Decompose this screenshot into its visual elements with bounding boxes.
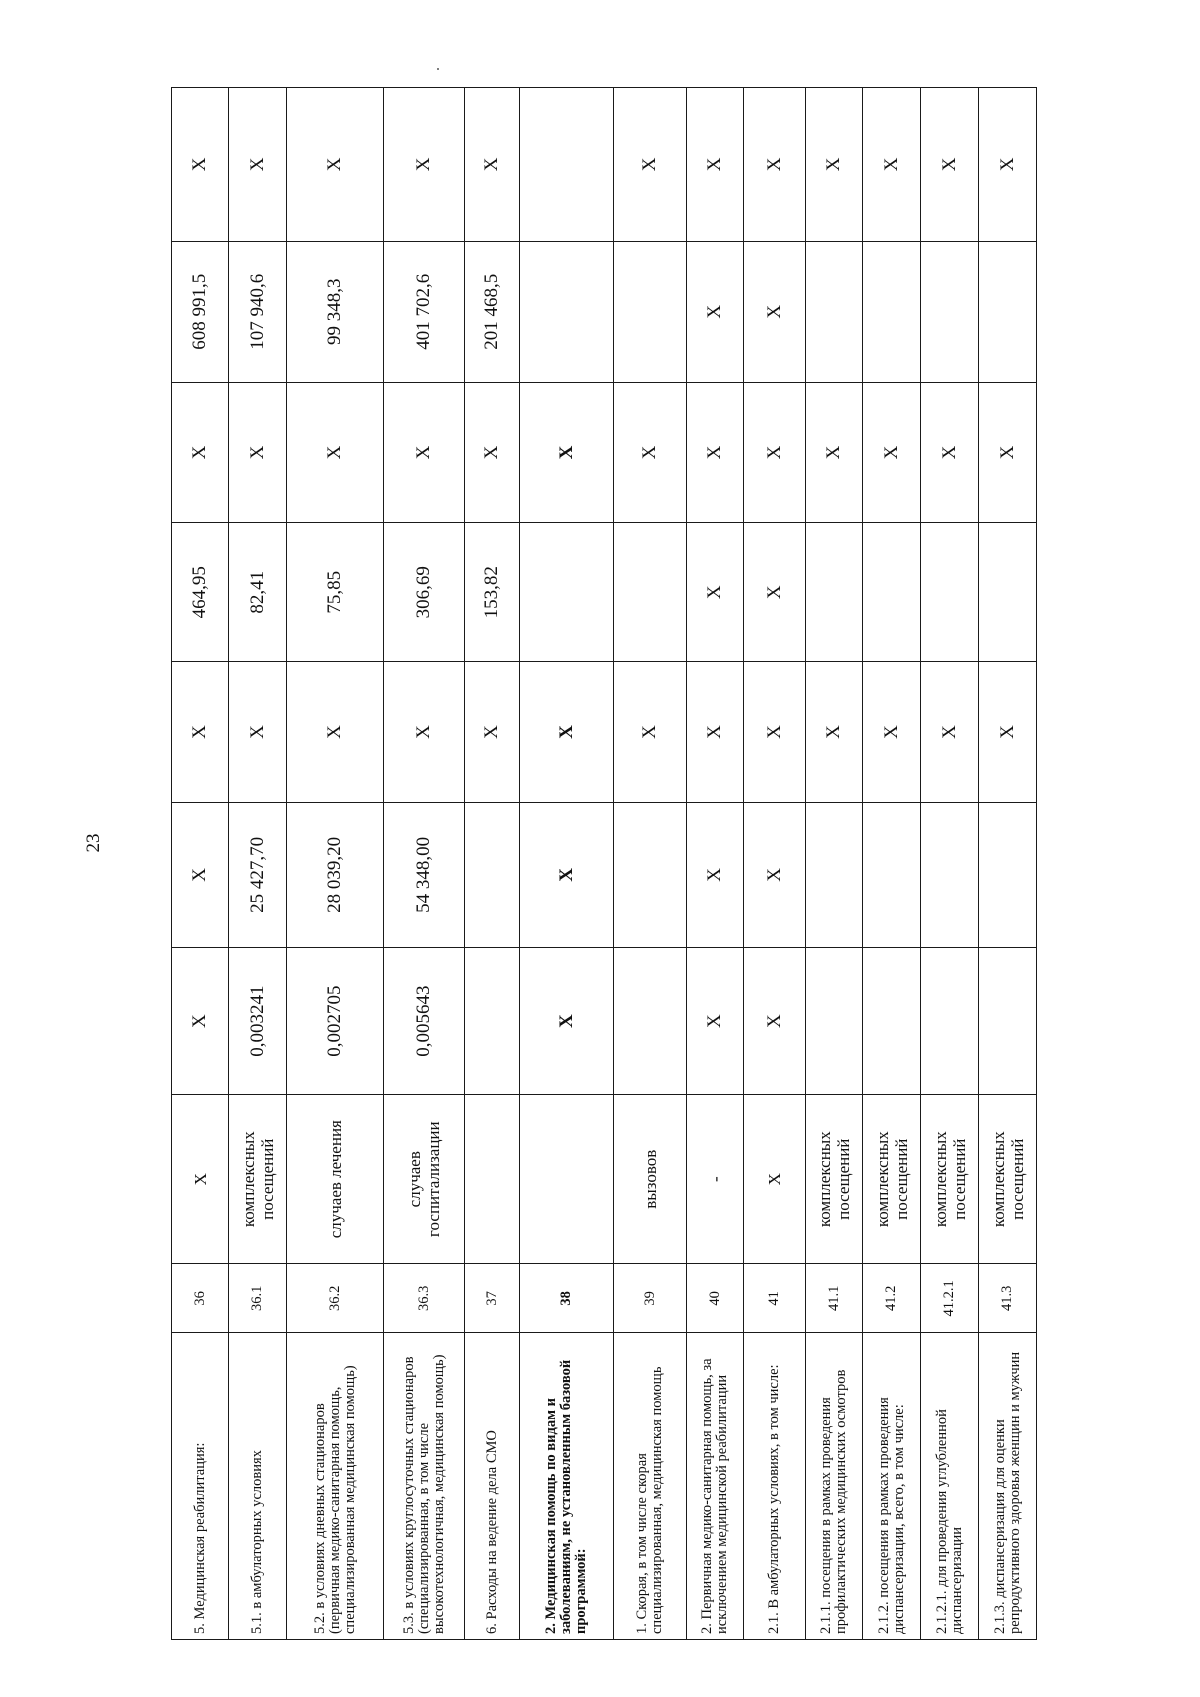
value-cell-6 [863, 241, 921, 382]
value-cell-4: 153,82 [465, 523, 520, 662]
row-name-cell: 2. Первичная медико-санитарная помощь, за исключением медицинской реабилитации [687, 1333, 744, 1640]
value-cell-7: Х [287, 88, 384, 242]
value-cell-7: Х [863, 88, 921, 242]
value-cell-7: Х [921, 88, 979, 242]
value-cell-6 [806, 241, 863, 382]
row-number-cell: 36.3 [384, 1264, 465, 1333]
value-cell-1 [863, 947, 921, 1094]
page-number: 23 [83, 833, 104, 853]
value-cell-4: 306,69 [384, 523, 465, 662]
value-cell-4: 464,95 [172, 523, 229, 662]
value-cell-5: Х [687, 382, 744, 523]
row-name-cell: 6. Расходы на ведение дела СМО [465, 1333, 520, 1640]
value-cell-1 [465, 947, 520, 1094]
value-cell-3: Х [465, 662, 520, 803]
value-cell-1 [614, 947, 687, 1094]
value-cell-3: Х [229, 662, 287, 803]
table-row [687, 88, 744, 1640]
value-cell-5: Х [921, 382, 979, 523]
value-cell-5: Х [806, 382, 863, 523]
value-cell-5: Х [979, 382, 1037, 523]
value-cell-6: Х [687, 241, 744, 382]
value-cell-6 [979, 241, 1037, 382]
value-cell-1: Х [172, 947, 229, 1094]
value-cell-6: 99 348,3 [287, 241, 384, 382]
value-cell-4: Х [744, 523, 806, 662]
row-name-cell: 2.1.2. посещения в рамках проведения диспансеризации, всего, в том числе: [863, 1333, 921, 1640]
value-cell-2: 28 039,20 [287, 802, 384, 947]
table-row [287, 88, 384, 1640]
unit-cell: комплексных посещений [979, 1095, 1037, 1264]
row-number-cell: 41.1 [806, 1264, 863, 1333]
table-row [806, 88, 863, 1640]
value-cell-1: 0,002705 [287, 947, 384, 1094]
value-cell-7: Х [687, 88, 744, 242]
value-cell-4 [863, 523, 921, 662]
table-row [172, 88, 229, 1640]
unit-cell: - [687, 1095, 744, 1264]
data-table [171, 87, 1037, 1640]
row-number-cell: 38 [520, 1264, 614, 1333]
value-cell-2: Х [520, 802, 614, 947]
value-cell-5: Х [172, 382, 229, 523]
unit-cell: вызовов [614, 1095, 687, 1264]
value-cell-7: Х [384, 88, 465, 242]
value-cell-6 [614, 241, 687, 382]
scan-speck [437, 68, 439, 70]
row-name-cell: 2.1. В амбулаторных условиях, в том числе: [744, 1333, 806, 1640]
value-cell-5: Х [744, 382, 806, 523]
value-cell-1 [806, 947, 863, 1094]
row-name-cell: 5.2. в условиях дневных стационаров (первичная медико-санитарная помощь, специализированная медицинская помощь) [287, 1333, 384, 1640]
row-number-cell: 36.2 [287, 1264, 384, 1333]
row-number-cell: 37 [465, 1264, 520, 1333]
value-cell-2 [465, 802, 520, 947]
table-row [979, 88, 1037, 1640]
row-name-cell: 5. Медицинская реабилитация: [172, 1333, 229, 1640]
value-cell-2 [979, 802, 1037, 947]
unit-cell [520, 1095, 614, 1264]
value-cell-6 [921, 241, 979, 382]
table-row [465, 88, 520, 1640]
value-cell-4 [614, 523, 687, 662]
unit-cell: Х [172, 1095, 229, 1264]
row-number-cell: 36.1 [229, 1264, 287, 1333]
row-number-cell: 41 [744, 1264, 806, 1333]
value-cell-3: Х [744, 662, 806, 803]
value-cell-4 [806, 523, 863, 662]
value-cell-7: Х [229, 88, 287, 242]
row-name-cell: 5.1. в амбулаторных условиях [229, 1333, 287, 1640]
value-cell-3: Х [806, 662, 863, 803]
value-cell-5: Х [614, 382, 687, 523]
row-name-cell: 5.3. в условиях круглосуточных стационаров (специализированная, в том числе высокотехнологичная, медицинская помощь) [384, 1333, 465, 1640]
value-cell-4 [979, 523, 1037, 662]
table-row [614, 88, 687, 1640]
value-cell-3: Х [979, 662, 1037, 803]
value-cell-7: Х [979, 88, 1037, 242]
table-row [863, 88, 921, 1640]
row-name-cell: 2. Медицинская помощь по видам и заболеваниям, не установленным базовой программой: [520, 1333, 614, 1640]
value-cell-3: Х [687, 662, 744, 803]
rotated-table-container [171, 87, 1124, 1640]
value-cell-1: Х [744, 947, 806, 1094]
value-cell-1: Х [687, 947, 744, 1094]
value-cell-2 [863, 802, 921, 947]
value-cell-6: 201 468,5 [465, 241, 520, 382]
value-cell-3: Х [384, 662, 465, 803]
value-cell-2: 54 348,00 [384, 802, 465, 947]
table-row [384, 88, 465, 1640]
table-row [520, 88, 614, 1640]
value-cell-4 [921, 523, 979, 662]
unit-cell: Х [744, 1095, 806, 1264]
value-cell-7: Х [744, 88, 806, 242]
unit-cell [465, 1095, 520, 1264]
value-cell-4: 75,85 [287, 523, 384, 662]
row-number-cell: 40 [687, 1264, 744, 1333]
value-cell-3: Х [287, 662, 384, 803]
value-cell-7: Х [172, 88, 229, 242]
row-number-cell: 41.2.1 [921, 1264, 979, 1333]
value-cell-3: Х [172, 662, 229, 803]
value-cell-4 [520, 523, 614, 662]
unit-cell: комплексных посещений [806, 1095, 863, 1264]
value-cell-1: 0,005643 [384, 947, 465, 1094]
row-name-cell: 2.1.1. посещения в рамках проведения профилактических медицинских осмотров [806, 1333, 863, 1640]
value-cell-1: 0,003241 [229, 947, 287, 1094]
value-cell-2 [806, 802, 863, 947]
table-row [744, 88, 806, 1640]
value-cell-5: Х [384, 382, 465, 523]
value-cell-5: Х [465, 382, 520, 523]
value-cell-2: 25 427,70 [229, 802, 287, 947]
value-cell-2 [921, 802, 979, 947]
value-cell-6: 608 991,5 [172, 241, 229, 382]
value-cell-4: Х [687, 523, 744, 662]
value-cell-1 [979, 947, 1037, 1094]
value-cell-5: Х [229, 382, 287, 523]
unit-cell: случаев госпитализации [384, 1095, 465, 1264]
value-cell-6: Х [744, 241, 806, 382]
unit-cell: комплексных посещений [863, 1095, 921, 1264]
value-cell-1: Х [520, 947, 614, 1094]
value-cell-4: 82,41 [229, 523, 287, 662]
value-cell-3: Х [863, 662, 921, 803]
value-cell-3: Х [921, 662, 979, 803]
row-number-cell: 36 [172, 1264, 229, 1333]
unit-cell: комплексных посещений [229, 1095, 287, 1264]
row-name-cell: 2.1.3. диспансеризация для оценки репродуктивного здоровья женщин и мужчин [979, 1333, 1037, 1640]
value-cell-6 [520, 241, 614, 382]
value-cell-2 [614, 802, 687, 947]
value-cell-2: Х [172, 802, 229, 947]
row-number-cell: 39 [614, 1264, 687, 1333]
value-cell-2: Х [687, 802, 744, 947]
value-cell-7: Х [806, 88, 863, 242]
row-name-cell: 2.1.2.1. для проведения углубленной диспансеризации [921, 1333, 979, 1640]
value-cell-7: Х [614, 88, 687, 242]
table-body [172, 88, 1037, 1640]
value-cell-6: 401 702,6 [384, 241, 465, 382]
value-cell-5: Х [287, 382, 384, 523]
value-cell-5: Х [863, 382, 921, 523]
row-number-cell: 41.3 [979, 1264, 1037, 1333]
value-cell-3: Х [614, 662, 687, 803]
value-cell-7: Х [465, 88, 520, 242]
value-cell-7 [520, 88, 614, 242]
row-name-cell: 1. Скорая, в том числе скорая специализированная, медицинская помощь [614, 1333, 687, 1640]
table-row [921, 88, 979, 1640]
row-number-cell: 41.2 [863, 1264, 921, 1333]
value-cell-1 [921, 947, 979, 1094]
value-cell-3: Х [520, 662, 614, 803]
unit-cell: комплексных посещений [921, 1095, 979, 1264]
table-row [229, 88, 287, 1640]
value-cell-2: Х [744, 802, 806, 947]
value-cell-6: 107 940,6 [229, 241, 287, 382]
value-cell-5: Х [520, 382, 614, 523]
unit-cell: случаев лечения [287, 1095, 384, 1264]
